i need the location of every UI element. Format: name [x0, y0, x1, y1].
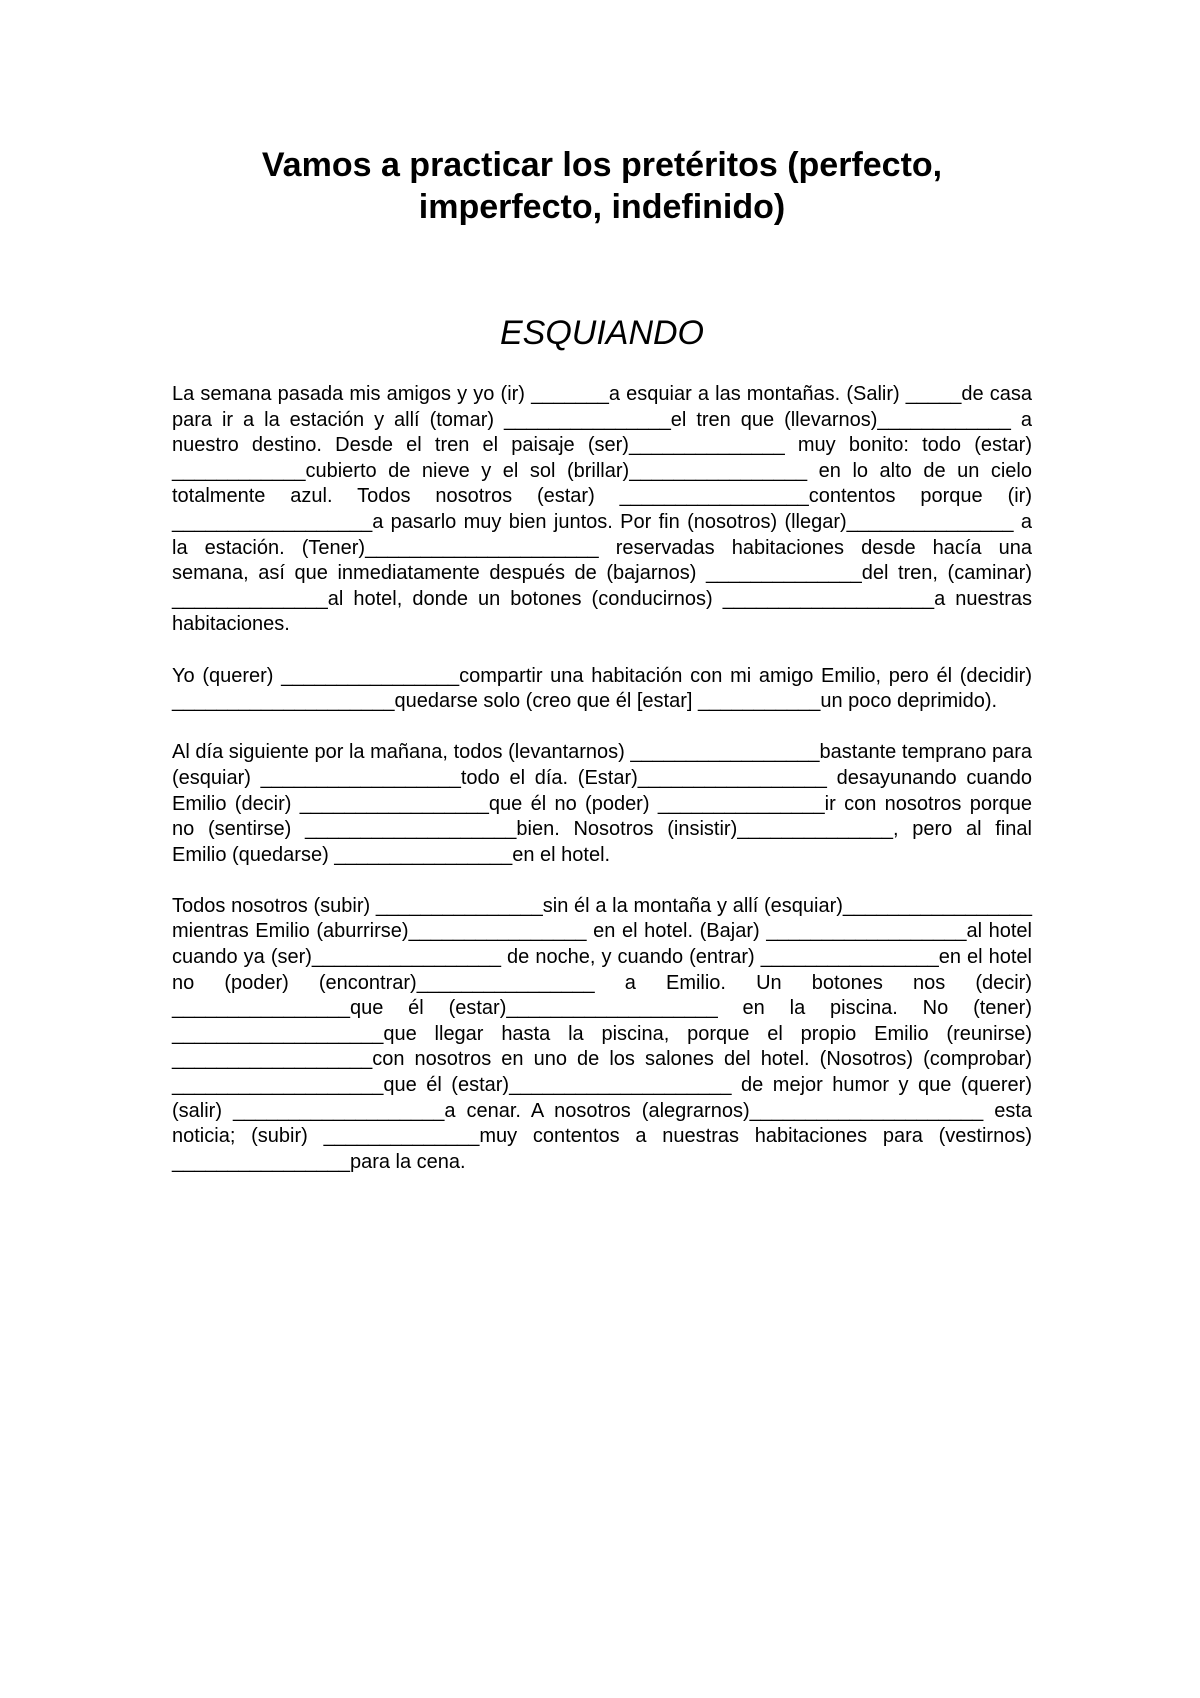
paragraph: Al día siguiente por la mañana, todos (levantarnos) _________________bastante temprano para (esquiar) __________________todo el día. (Estar)_________________ desayunando cuando Emilio (decir) _________________que él no (poder) _______________ir con nosotros porque no (sentirse) ___________________bien. Nosotros (insistir)______________, pero al final Emilio (quedarse) ________________en el hotel.: [172, 741, 1032, 866]
page-title: Vamos a practicar los pretéritos (perfecto, imperfecto, indefinido): [261, 146, 943, 226]
paragraph: Todos nosotros (subir) _______________sin él a la montaña y allí (esquiar)_________________ mientras Emilio (aburrirse)________________ en el hotel. (Bajar) __________________al hotel cuando ya (ser)_________________ de noche, y cuando (entrar) ________________en el hotel no (poder) (encontrar)________________ a Emilio. Un botones nos (decir) ________________que él (estar)___________________ en la piscina. No (tener) ___________________que llegar hasta la piscina, porque el propio Emilio (reunirse) __________________con nosotros en uno de los salones del hotel. (Nosotros) (comprobar) ___________________que él (estar)____________________ de mejor humor y que (querer) (salir) ___________________a cenar. A nosotros (alegrarnos)_____________________ esta noticia; (subir) ______________muy contentos a nuestras habitaciones para (vestirnos) ________________para la cena.: [172, 894, 1032, 1173]
story-subtitle: ESQUIANDO: [499, 314, 705, 352]
paragraph: Yo (querer) ________________compartir una habitación con mi amigo Emilio, pero él (decidir) ____________________quedarse solo (creo que él [estar] ___________un poco deprimido).: [172, 664, 1032, 713]
paragraph: La semana pasada mis amigos y yo (ir) _______a esquiar a las montañas. (Salir) _____de casa para ir a la estación y allí (tomar) _______________el tren que (llevarnos)____________ a nuestro destino. Desde el tren el paisaje (ser)______________ muy bonito: todo (estar) ____________cubierto de nieve y el sol (brillar)________________ en lo alto de un cielo totalmente azul. Todos nosotros (estar) _________________contentos porque (ir) __________________a pasarlo muy bien juntos. Por fin (nosotros) (llegar)_______________ a la estación. (Tener)_____________________ reservadas habitaciones desde hacía una semana, así que inmediatamente después de (bajarnos) ______________del tren, (caminar) ______________al hotel, donde un botones (conducirnos) ___________________a nuestras habitaciones.: [172, 383, 1032, 636]
exercise-body: [172, 382, 1032, 1201]
